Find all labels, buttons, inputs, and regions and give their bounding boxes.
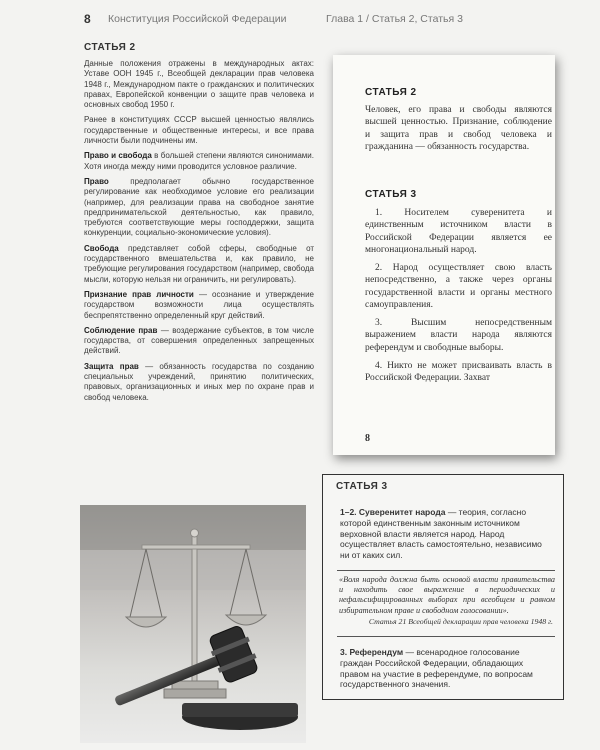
article2-text: Человек, его права и свободы являются высшей ценностью. Признание, соблюдение и защита прав и свобод человека и гражданина — обязанность государства. (365, 105, 552, 152)
photo-illustration (80, 505, 306, 743)
paragraph-observance: Соблюдение прав — воздержание субъектов, в том числе государства, от совершения определенных запрещенных действий. (84, 325, 315, 356)
commentary-heading: СТАТЬЯ 2 (84, 42, 136, 53)
paragraph-right: Право предполагает обычно государственное регулирование как необходимое условие его реализации (например, для реализации права на свободное занятие предпринимательской деятельностью, как правило, требуются соответствующие меры господдержки, защита конкуренции, социально-экономические условия). (84, 176, 314, 238)
article3-sidebar-box (322, 474, 564, 700)
declaration-quote (337, 570, 555, 637)
inset-page-number: 8 (365, 433, 370, 444)
sovereignty-definition: 1–2. Суверенитет народа — теория, согласно которой единственным законным источником верховной власти является народ. Народ осуществляет власть самостоятельно, независимо ни от каких сил. (340, 507, 542, 561)
chapter-reference: Глава 1 / Статья 2, Статья 3 (326, 13, 463, 25)
paragraph-right-and-freedom: Право и свобода в большей степени являются синонимами. Хотя иногда между ними проводится условное различие. (84, 151, 314, 171)
paragraph-protection: Защита прав — обязанность государства по созданию специальных учреждений, принятию политических, правовых, организационных и иных мер по охране прав и свобод человека. (84, 361, 315, 402)
article3-clause4: 4. Никто не может присваивать власть в Российской Федерации. Захват (365, 361, 552, 384)
book-title: Конституция Российской Федерации (108, 13, 287, 25)
term: 3. Референдум (340, 647, 404, 657)
justice-scales-gavel-photo (80, 505, 306, 743)
term: 1–2. Суверенитет народа (340, 507, 446, 517)
commentary-column (84, 42, 314, 408)
article3-clause2: 2. Народ осуществляет свою власть непосредственно, а также через органы государственной власти и органы местного самоуправления. (365, 263, 552, 310)
article3-clause1: 1. Носителем суверенитета и единственным источником власти в Российской Федерации является ее многонациональный народ. (365, 208, 552, 255)
term: Свобода (84, 243, 119, 253)
quote-source: Статья 21 Всеобщей декларации прав человека 1948 г. (368, 616, 553, 626)
gavel-icon (106, 624, 298, 730)
quote-text: «Воля народа должна быть основой власти правительства и находить свое выражение в периодических и нефальсифицированных выборах при всеобщем и равном избирательном праве и свободном голосовании». (339, 575, 555, 615)
paragraph-intl-acts: Данные положения отражены в международных актах: Уставе ООН 1945 г., Всеобщей декларации прав человека 1948 г., Международном пакте о гражданских и политических правах, Европейской конвенции о защите прав человека и основных свобод 1950 г. (84, 59, 314, 110)
article3-clause3: 3. Высшим непосредственным выражением власти народа являются референдум и свободные выборы. (365, 318, 552, 353)
referendum-definition: 3. Референдум — всенародное голосование граждан Российской Федерации, обладающих правом на участие в референдуме, по вопросам государственного значения. (340, 647, 533, 690)
box-heading: СТАТЬЯ 3 (336, 481, 388, 492)
term: Защита прав (84, 361, 139, 371)
term: Право (84, 176, 109, 186)
constitution-text-inset (333, 55, 555, 455)
paragraph-recognition: Признание прав личности — осознание и утверждение государством возможности лица осуществлять беспрепятственно определенный круг действий. (84, 289, 314, 320)
page-number: 8 (84, 12, 91, 26)
article3-heading: СТАТЬЯ 3 (365, 189, 417, 200)
running-header (0, 0, 600, 30)
paragraph-freedom: Свобода представляет собой сферы, свободные от государственного вмешательства и, как правило, не требующие регулирования государством (например, свобода мысли, которую нельзя ни ограничить, ни регулировать). (84, 243, 314, 284)
article2-heading: СТАТЬЯ 2 (365, 87, 417, 98)
paragraph-ussr: Ранее в конституциях СССР высшей ценностью являлись государственные и общественные интересы, и все права личности были подчинены им. (84, 115, 314, 146)
term: Право и свобода (84, 151, 152, 161)
term: Признание прав личности (84, 289, 194, 299)
term: Соблюдение прав (84, 325, 158, 335)
